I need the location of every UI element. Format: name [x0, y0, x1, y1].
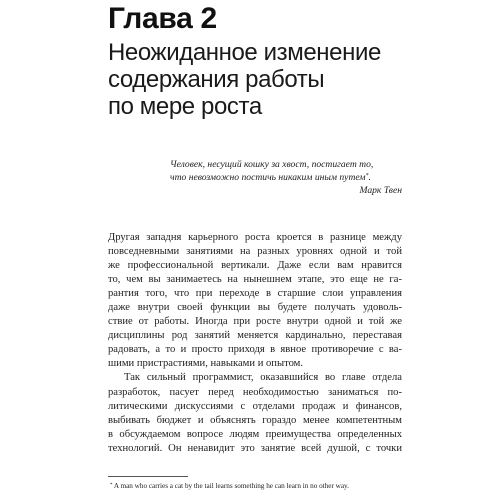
text-line: литическими дискуссиями с отделами продаж и финансов,: [108, 400, 402, 412]
footnote-marker: *: [110, 483, 113, 488]
epigraph-line: Человек, несущий кошку за хвост, постигает то,: [170, 159, 374, 170]
chapter-title-line: содержания работы: [108, 66, 325, 93]
chapter-title-line: Неожиданное изменение: [108, 39, 381, 66]
text-line: дисциплины род занятий меняется кардинально, переставая: [108, 330, 402, 342]
text-line: повседневными занятиями на разных уровнях одной и той: [108, 246, 402, 258]
footnote-text: A man who carries a cat by the tail learns something he can learn in no other way.: [113, 482, 349, 490]
chapter-title: [108, 39, 408, 120]
epigraph-period: .: [368, 172, 371, 183]
text-line: в обсуждаемом вопросе людям преимущества определенных: [108, 428, 402, 440]
text-line: разработок, пасует перед необходимостью заниматься по-: [108, 386, 402, 398]
text-line: то, чем вы занимаетесь на нынешнем этапе, это еще не га-: [108, 274, 402, 286]
text-line: Другая западня карьерного роста кроется в разнице между: [108, 232, 402, 243]
text-line: технологий. Он ненавидит это занятие всей душой, с точки: [108, 442, 402, 454]
text-line: выбивать бюджет и объяснять гораздо менее компетентным: [108, 414, 402, 426]
text-line: даже внутри своей функции вы будете получать удоволь-: [108, 302, 402, 314]
text-line: же профессиональной вертикали. Даже если вам нравится: [108, 260, 402, 272]
paragraph: [108, 371, 402, 455]
text-line: ствие от работы. Иногда при росте внутри одной и той же: [108, 316, 402, 328]
text-line: радовать, а то и просто приходя в явное противоречие с ва-: [108, 344, 402, 356]
epigraph-author: Марк Твен: [359, 185, 402, 196]
epigraph-line-text: что невозможно постичь никаким иным путем: [170, 172, 366, 183]
chapter-label: Глава 2: [108, 2, 217, 35]
paragraph: [108, 231, 402, 371]
epigraph-line: [170, 171, 402, 184]
chapter-title-line: по мере роста: [108, 93, 262, 120]
body-text: [108, 231, 402, 456]
epigraph-footnote-marker: *: [365, 173, 369, 179]
footnote: [110, 481, 410, 491]
text-line: Так сильный программист, оказавшийся во главе отдела: [124, 372, 402, 384]
footnote-divider: [108, 476, 188, 477]
text-line: шими пристрастиями, навыками и опытом.: [108, 358, 304, 370]
epigraph: [170, 158, 402, 197]
text-line: рантия того, что при переходе в старшие слои управления: [108, 288, 402, 300]
